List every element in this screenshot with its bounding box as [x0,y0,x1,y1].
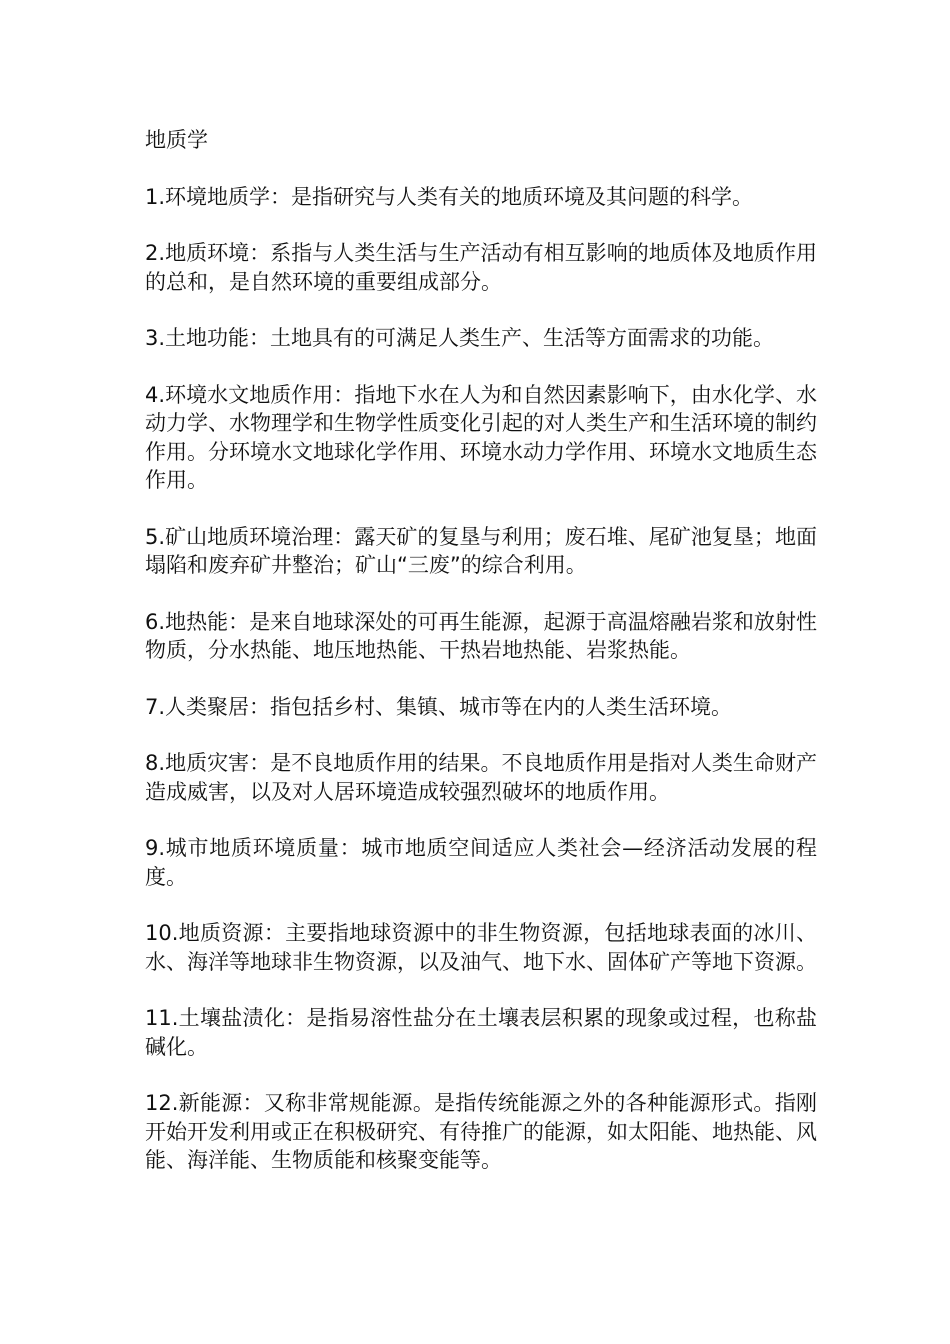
paragraph-5: 5.矿山地质环境治理：露天矿的复垦与利用；废石堆、尾矿池复垦；地面塌陷和废弃矿井整治；矿山“三废”的综合利用。 [145,524,817,577]
paragraph-9: 9.城市地质环境质量：城市地质空间适应人类社会—经济活动发展的程度。 [145,836,817,889]
paragraph-11: 11.土壤盐渍化：是指易溶性盐分在土壤表层积累的现象或过程，也称盐碱化。 [145,1006,817,1059]
paragraph-6: 6.地热能：是来自地球深处的可再生能源，起源于高温熔融岩浆和放射性物质，分水热能、地压地热能、干热岩地热能、岩浆热能。 [145,609,817,662]
paragraph-8: 8.地质灾害：是不良地质作用的结果。不良地质作用是指对人类生命财产造成威害，以及对人居环境造成较强烈破坏的地质作用。 [145,751,817,804]
document-page [145,126,817,1203]
document-title: 地质学 [145,128,208,152]
paragraph-3: 3.土地功能：土地具有的可满足人类生产、生活等方面需求的功能。 [145,326,775,350]
paragraph-1: 1.环境地质学：是指研究与人类有关的地质环境及其问题的科学。 [145,184,754,209]
paragraph-12: 12.新能源：又称非常规能源。是指传统能源之外的各种能源形式。指刚开始开发利用或正在积极研究、有待推广的能源，如太阳能、地热能、风能、海洋能、生物质能和核聚变能等。 [145,1091,817,1172]
paragraph-4: 4.环境水文地质作用：指地下水在人为和自然因素影响下，由水化学、水动力学、水物理学和生物学性质变化引起的对人类生产和生活环境的制约作用。分环境水文地球化学作用、环境水动力学作用、环境水文地质生态作用。 [145,382,817,492]
paragraph-7: 7.人类聚居：指包括乡村、集镇、城市等在内的人类生活环境。 [145,694,733,719]
paragraph-10: 10.地质资源：主要指地球资源中的非生物资源，包括地球表面的冰川、水、海洋等地球非生物资源，以及油气、地下水、固体矿产等地下资源。 [145,921,817,974]
paragraph-2: 2.地质环境：系指与人类生活与生产活动有相互影响的地质体及地质作用的总和，是自然环境的重要组成部分。 [145,241,817,294]
